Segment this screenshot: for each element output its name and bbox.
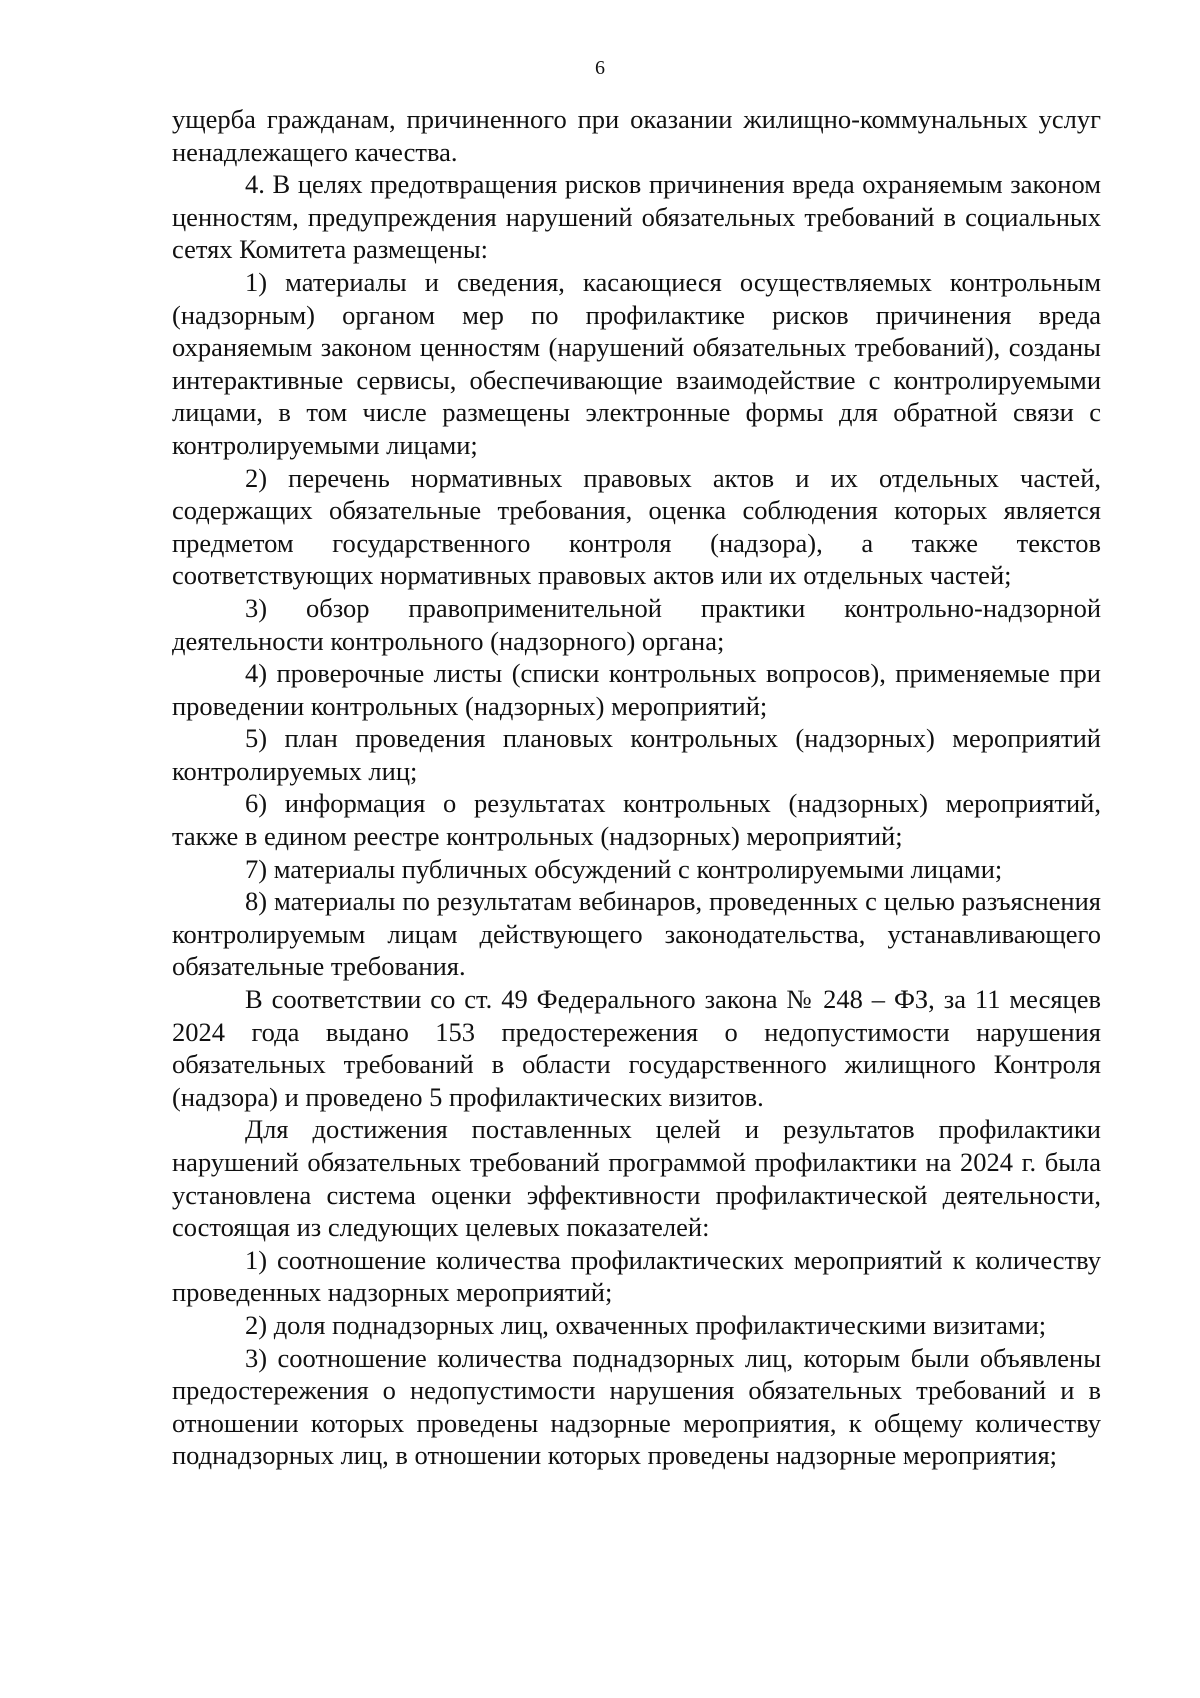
list-item: 2) перечень нормативных правовых актов и их отдельных частей, содержащих обязательные требования, оценка соблюдения которых является предметом государственного контроля (надзора), а также текстов соответствующих нормативных правовых актов или их отдельных частей;: [172, 462, 1101, 591]
paragraph: ущерба гражданам, причиненного при оказании жилищно-коммунальных услуг ненадлежащего качества.: [172, 104, 1101, 167]
list-item: 1) материалы и сведения, касающиеся осуществляемых контрольным (надзорным) органом мер по профилактике рисков причинения вреда охраняемым законом ценностям (нарушений обязательных требований), созданы интерактивные сервисы, обеспечивающие взаимодействие с контролируемыми лицами, в том числе размещены электронные формы для обратной связи с контролируемыми лицами;: [172, 266, 1101, 460]
document-body: [172, 103, 1101, 1472]
list-item: 7) материалы публичных обсуждений с контролируемыми лицами;: [245, 853, 1003, 884]
paragraph: 4. В целях предотвращения рисков причинения вреда охраняемым законом ценностям, предупреждения нарушений обязательных требований в социальных сетях Комитета размещены:: [172, 169, 1101, 265]
list-item: 5) план проведения плановых контрольных (надзорных) мероприятий контролируемых лиц;: [172, 723, 1101, 786]
paragraph: В соответствии со ст. 49 Федерального закона № 248 – ФЗ, за 11 месяцев 2024 года выдано 153 предостережения о недопустимости нарушения обязательных требований в области государственного жилищного Контроля (надзора) и проведено 5 профилактических визитов.: [172, 984, 1101, 1112]
list-item: 6) информация о результатах контрольных (надзорных) мероприятий, также в едином реестре контрольных (надзорных) мероприятий;: [172, 788, 1101, 852]
page-number: 6: [595, 57, 605, 79]
list-item: 3) обзор правоприменительной практики контрольно-надзорной деятельности контрольного (надзорного) органа;: [172, 592, 1101, 656]
list-item: 3) соотношение количества поднадзорных лиц, которым были объявлены предостережения о недопустимости нарушения обязательных требований и в отношении которых проведены надзорные мероприятия, к общему количеству поднадзорных лиц, в отношении которых проведены надзорные мероприятия;: [172, 1342, 1101, 1471]
list-item: 1) соотношение количества профилактических мероприятий к количеству проведенных надзорных мероприятий;: [172, 1244, 1101, 1308]
list-item: 2) доля поднадзорных лиц, охваченных профилактическими визитами;: [245, 1309, 1047, 1340]
list-item: 4) проверочные листы (списки контрольных вопросов), применяемые при проведении контрольных (надзорных) мероприятий;: [172, 658, 1101, 721]
paragraph: Для достижения поставленных целей и результатов профилактики нарушений обязательных требований программой профилактики на 2024 г. была установлена система оценки эффективности профилактической деятельности, состоящая из следующих целевых показателей:: [172, 1114, 1101, 1243]
list-item: 8) материалы по результатам вебинаров, проведенных с целью разъяснения контролируемым лицам действующего законодательства, устанавливающего обязательные требования.: [172, 886, 1101, 982]
